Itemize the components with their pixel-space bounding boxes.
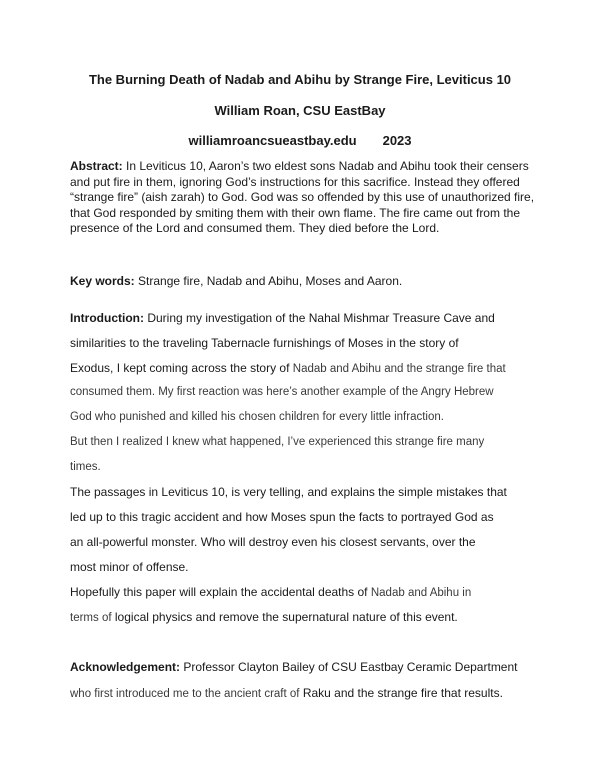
abstract-text: In Leviticus 10, Aaron’s two eldest sons Nadab and Abihu took their censers and put fire in them, ignoring God’s instructions for this sacrifice. Instead they offered “strange fire” (aish zarah) to God. God was so offended by this use of unauthorized fire, that God responded by smiting them with their own flame. The fire came out from the presence of the Lord and consumed them. They died before the Lord. bbox=[70, 159, 535, 236]
intro-line: similarities to the traveling Tabernacle furnishings of Moses in the story of bbox=[70, 336, 459, 350]
abstract-section bbox=[70, 159, 535, 237]
intro-line: God who punished and killed his chosen children for every little infraction. bbox=[70, 411, 444, 423]
publication-year: 2023 bbox=[382, 133, 412, 148]
ack-line: Acknowledgement: Professor Clayton Bailey of CSU Eastbay Ceramic Department bbox=[70, 660, 518, 674]
intro-line: But then I realized I knew what happened, I’ve experienced this strange fire many bbox=[70, 436, 485, 448]
ack-line: who first introduced me to the ancient craft of Raku and the strange fire that results. bbox=[70, 686, 503, 700]
intro-line: The passages in Leviticus 10, is very telling, and explains the simple mistakes that bbox=[70, 485, 507, 499]
author-line: William Roan, CSU EastBay bbox=[214, 103, 386, 118]
introduction-label: Introduction: bbox=[70, 311, 144, 325]
intro-line: led up to this tragic accident and how Moses spun the facts to portrayed God as bbox=[70, 510, 494, 524]
author-email: williamroancsueastbay.edu bbox=[188, 133, 357, 148]
intro-line: most minor of offense. bbox=[70, 560, 189, 574]
abstract-label: Abstract: bbox=[70, 159, 123, 173]
document-title: The Burning Death of Nadab and Abihu by Strange Fire, Leviticus 10 bbox=[88, 72, 512, 87]
keywords-section bbox=[70, 274, 535, 290]
intro-line: times. bbox=[70, 461, 101, 473]
intro-line: terms of logical physics and remove the supernatural nature of this event. bbox=[70, 610, 458, 624]
keywords-label: Key words: bbox=[70, 274, 135, 288]
contact-line bbox=[0, 133, 600, 148]
intro-line: Exodus, I kept coming across the story of Nadab and Abihu and the strange fire that bbox=[70, 361, 506, 375]
intro-line: an all-powerful monster. Who will destroy even his closest servants, over the bbox=[70, 535, 476, 549]
intro-line: Introduction: During my investigation of the Nahal Mishmar Treasure Cave and bbox=[70, 311, 495, 325]
intro-line: Hopefully this paper will explain the accidental deaths of Nadab and Abihu in bbox=[70, 585, 472, 599]
keywords-text: Strange fire, Nadab and Abihu, Moses and Aaron. bbox=[138, 274, 403, 288]
acknowledgement-label: Acknowledgement: bbox=[70, 660, 181, 674]
intro-line: consumed them. My first reaction was here’s another example of the Angry Hebrew bbox=[70, 386, 494, 398]
